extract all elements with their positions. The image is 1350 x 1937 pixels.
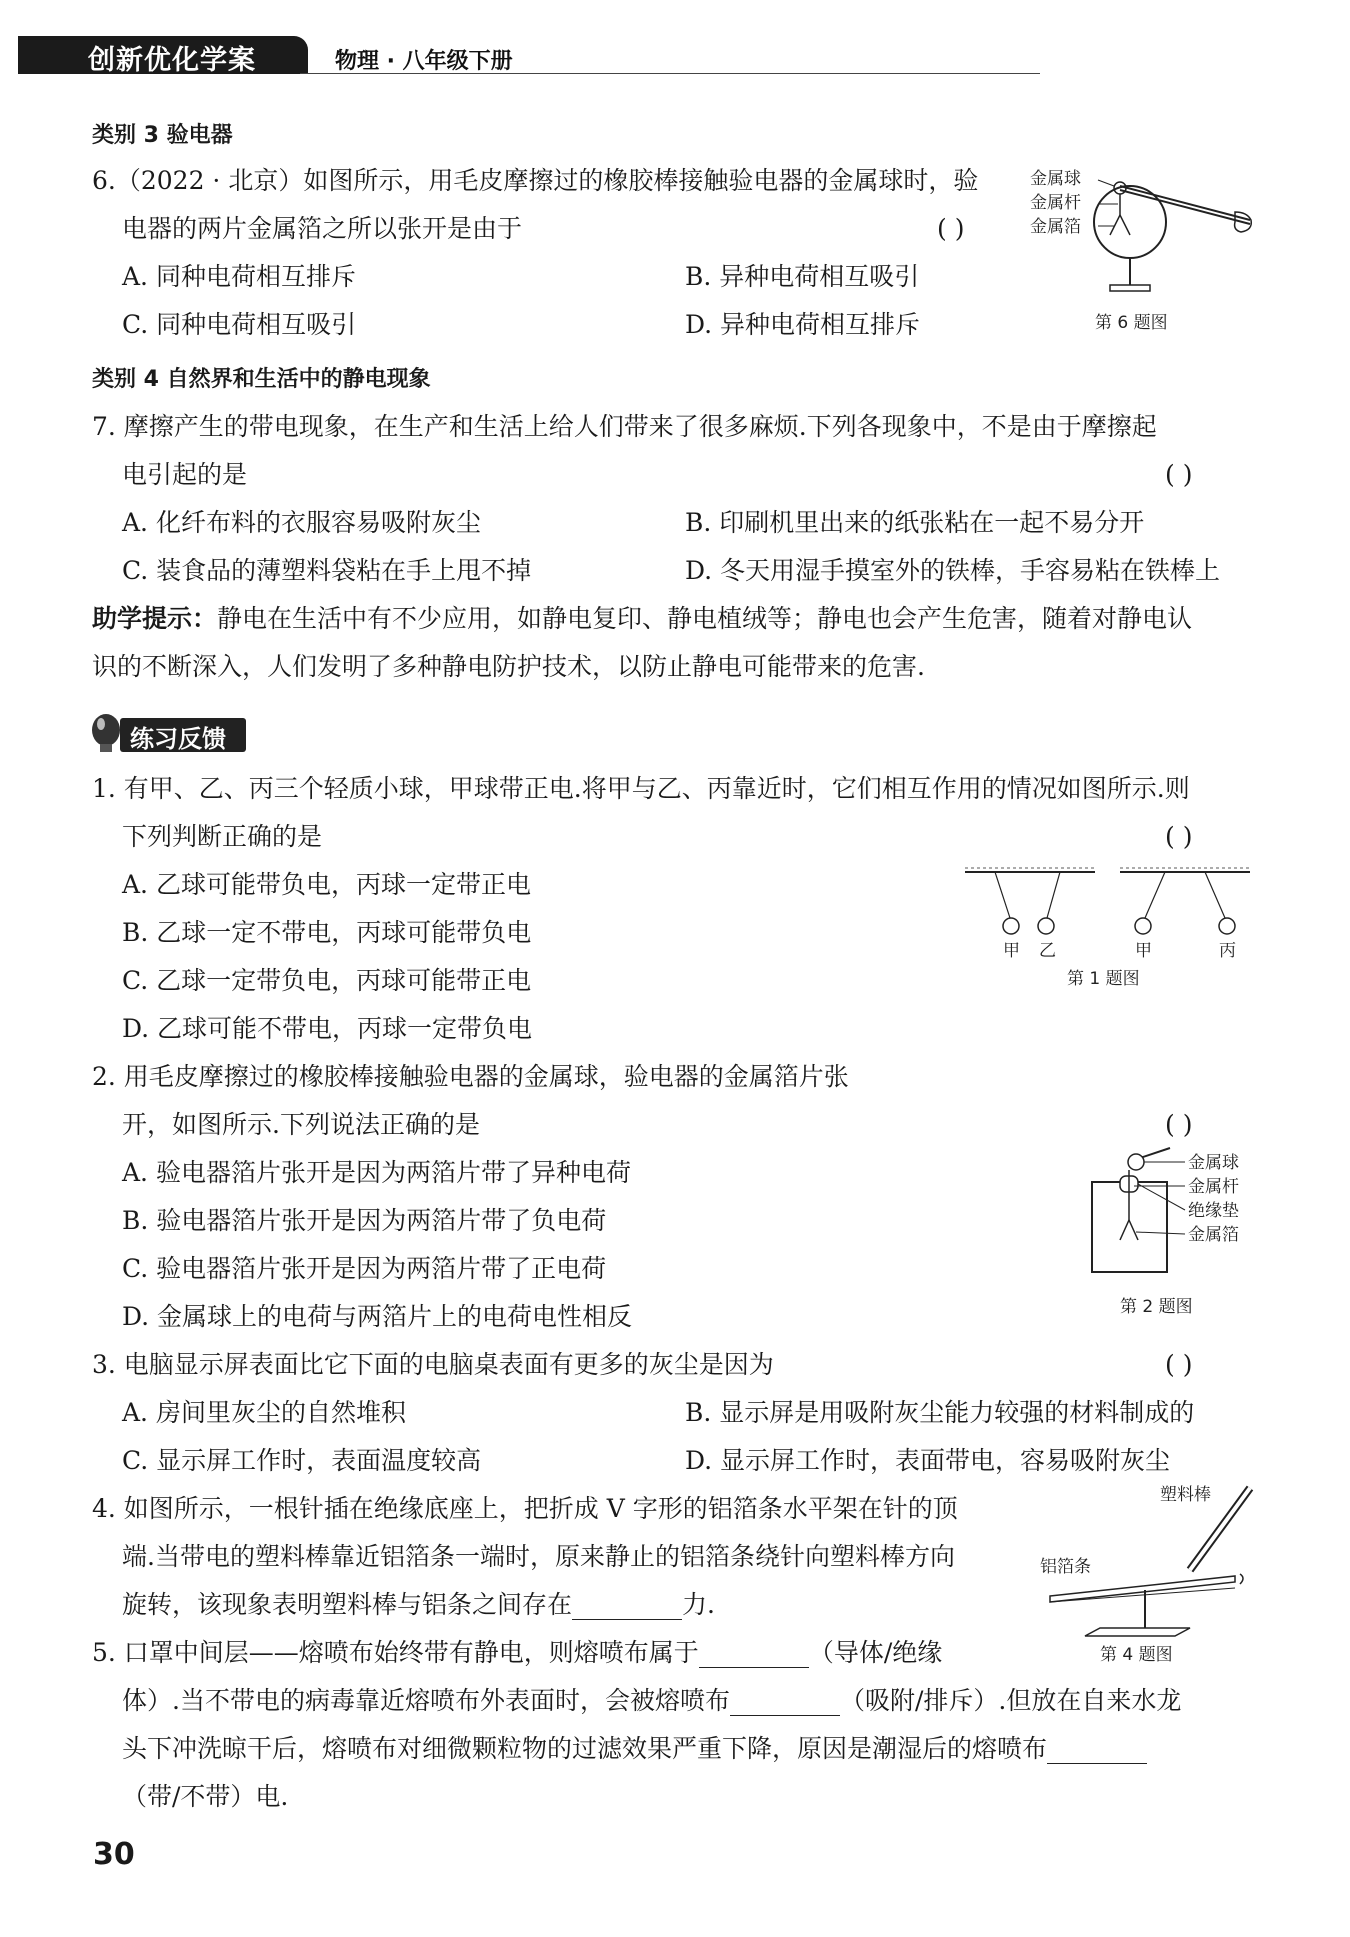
p1-option-d: D. 乙球可能不带电，丙球一定带负电 [122, 1014, 533, 1043]
p1-answer-paren: ( ) [1165, 822, 1193, 851]
p1-option-c: C. 乙球一定带负电，丙球可能带正电 [122, 966, 532, 995]
q6-electroscope-figure [1030, 160, 1260, 300]
p2-line2: 开，如图所示.下列说法正确的是 [122, 1110, 480, 1139]
p5-blank-3[interactable] [1047, 1739, 1147, 1764]
practice-badge: 练习反馈 [130, 725, 226, 753]
lightbulb-icon [88, 712, 124, 758]
header-rule [300, 73, 1040, 74]
q7-option-b: B. 印刷机里出来的纸张粘在一起不易分开 [685, 508, 1145, 537]
p5-line1 [92, 1638, 942, 1668]
p5-line2-end: （吸附/排斥）.但放在自来水龙 [839, 1686, 1182, 1715]
p4-foil-figure [1040, 1478, 1260, 1638]
q7-line2: 电引起的是 [122, 460, 248, 489]
p2-option-d: D. 金属球上的电荷与两箔片上的电荷电性相反 [122, 1302, 633, 1331]
book-title: 创新优化学案 [88, 45, 256, 76]
p2-label-pad: 绝缘垫 [1188, 1201, 1239, 1221]
p1-line1: 1. 有甲、乙、丙三个轻质小球，甲球带正电.将甲与乙、丙靠近时，它们相互作用的情况如图所示.则 [92, 774, 1190, 803]
p2-figure-caption: 第 2 题图 [1120, 1297, 1193, 1317]
p3-option-c: C. 显示屏工作时，表面温度较高 [122, 1446, 482, 1475]
q6-label-ball: 金属球 [1030, 169, 1081, 189]
p1-label-jia2: 甲 [1135, 941, 1152, 961]
q7-option-d: D. 冬天用湿手摸室外的铁棒，手容易粘在铁棒上 [685, 556, 1221, 585]
p4-label-rod: 塑料棒 [1160, 1485, 1211, 1505]
q7-answer-paren: ( ) [1165, 460, 1193, 489]
p4-line2: 端.当带电的塑料棒靠近铝箔条一端时，原来静止的铝箔条绕针向塑料棒方向 [122, 1542, 955, 1571]
q6-line2: 电器的两片金属箔之所以张开是由于 [122, 214, 523, 243]
p2-electroscope-figure [1090, 1140, 1260, 1280]
p4-line3-text: 旋转，该现象表明塑料棒与铝条之间存在 [122, 1590, 573, 1619]
p4-label-foil: 铝箔条 [1040, 1557, 1091, 1577]
p4-figure-caption: 第 4 题图 [1100, 1645, 1173, 1665]
p4-line3 [122, 1590, 715, 1620]
q6-label-rod: 金属杆 [1030, 193, 1081, 213]
tip-line2: 识的不断深入，人们发明了多种静电防护技术，以防止静电可能带来的危害. [92, 652, 925, 681]
p3-answer-paren: ( ) [1165, 1350, 1193, 1379]
page-number: 30 [93, 1837, 135, 1872]
p1-label-yi: 乙 [1039, 941, 1056, 961]
q6-line1: 6.（2022 · 北京）如图所示，用毛皮摩擦过的橡胶棒接触验电器的金属球时，验 [92, 166, 979, 195]
p1-option-a: A. 乙球可能带负电，丙球一定带正电 [122, 870, 531, 899]
p3-line1: 3. 电脑显示屏表面比它下面的电脑桌表面有更多的灰尘是因为 [92, 1350, 774, 1379]
q6-option-c: C. 同种电荷相互吸引 [122, 310, 357, 339]
q6-answer-paren: ( ) [937, 214, 965, 243]
tip-line1 [92, 604, 1192, 634]
p1-label-jia1: 甲 [1003, 941, 1020, 961]
p4-line1: 4. 如图所示，一根针插在绝缘底座上，把折成 V 字形的铝箔条水平架在针的顶 [92, 1494, 958, 1523]
q7-line1: 7. 摩擦产生的带电现象，在生产和生活上给人们带来了很多麻烦.下列各现象中，不是由于摩擦起 [92, 412, 1157, 441]
p2-label-rod: 金属杆 [1188, 1177, 1239, 1197]
p2-answer-paren: ( ) [1165, 1110, 1193, 1139]
section-heading-cat3: 类别 3 验电器 [92, 123, 233, 148]
p2-option-c: C. 验电器箔片张开是因为两箔片带了正电荷 [122, 1254, 607, 1283]
q6-option-b: B. 异种电荷相互吸引 [685, 262, 920, 291]
q6-option-d: D. 异种电荷相互排斥 [685, 310, 921, 339]
p1-label-bing: 丙 [1219, 941, 1236, 961]
p2-option-a: A. 验电器箔片张开是因为两箔片带了异种电荷 [122, 1158, 631, 1187]
subject-title: 物理 · 八年级下册 [335, 49, 513, 74]
p4-line3-end: 力. [682, 1590, 715, 1619]
p2-option-b: B. 验电器箔片张开是因为两箔片带了负电荷 [122, 1206, 607, 1235]
p3-option-b: B. 显示屏是用吸附灰尘能力较强的材料制成的 [685, 1398, 1195, 1427]
p2-line1: 2. 用毛皮摩擦过的橡胶棒接触验电器的金属球，验电器的金属箔片张 [92, 1062, 849, 1091]
p1-figure-caption: 第 1 题图 [1067, 969, 1140, 989]
p5-line4: （带/不带）电. [122, 1782, 289, 1811]
p3-option-a: A. 房间里灰尘的自然堆积 [122, 1398, 406, 1427]
p5-line1-text: 5. 口罩中间层——熔喷布始终带有静电，则熔喷布属于 [92, 1638, 699, 1667]
q7-option-a: A. 化纤布料的衣服容易吸附灰尘 [122, 508, 481, 537]
q7-option-c: C. 装食品的薄塑料袋粘在手上甩不掉 [122, 556, 532, 585]
p2-label-foil: 金属箔 [1188, 1225, 1239, 1245]
p1-balls-figure [965, 866, 1255, 976]
p2-label-ball: 金属球 [1188, 1153, 1239, 1173]
p5-line3 [122, 1734, 1147, 1764]
p5-line2 [122, 1686, 1181, 1716]
section-heading-cat4: 类别 4 自然界和生活中的静电现象 [92, 367, 431, 392]
tip-text1: 静电在生活中有不少应用，如静电复印、静电植绒等；静电也会产生危害，随着对静电认 [217, 604, 1193, 633]
p5-line3-text: 头下冲洗晾干后，熔喷布对细微颗粒物的过滤效果严重下降，原因是潮湿后的熔喷布 [122, 1734, 1048, 1763]
p3-option-d: D. 显示屏工作时，表面带电，容易吸附灰尘 [685, 1446, 1171, 1475]
p4-answer-blank[interactable] [572, 1595, 682, 1620]
tip-label: 助学提示： [92, 604, 218, 633]
p1-option-b: B. 乙球一定不带电，丙球可能带负电 [122, 918, 532, 947]
p5-blank-2[interactable] [730, 1691, 840, 1716]
p5-blank-1[interactable] [699, 1643, 809, 1668]
q6-figure-caption: 第 6 题图 [1095, 313, 1168, 333]
q6-label-foil: 金属箔 [1030, 217, 1081, 237]
p5-line1-end: （导体/绝缘 [808, 1638, 943, 1667]
p5-line2-text: 体）.当不带电的病毒靠近熔喷布外表面时，会被熔喷布 [122, 1686, 730, 1715]
q6-option-a: A. 同种电荷相互排斥 [122, 262, 356, 291]
p1-line2: 下列判断正确的是 [122, 822, 323, 851]
